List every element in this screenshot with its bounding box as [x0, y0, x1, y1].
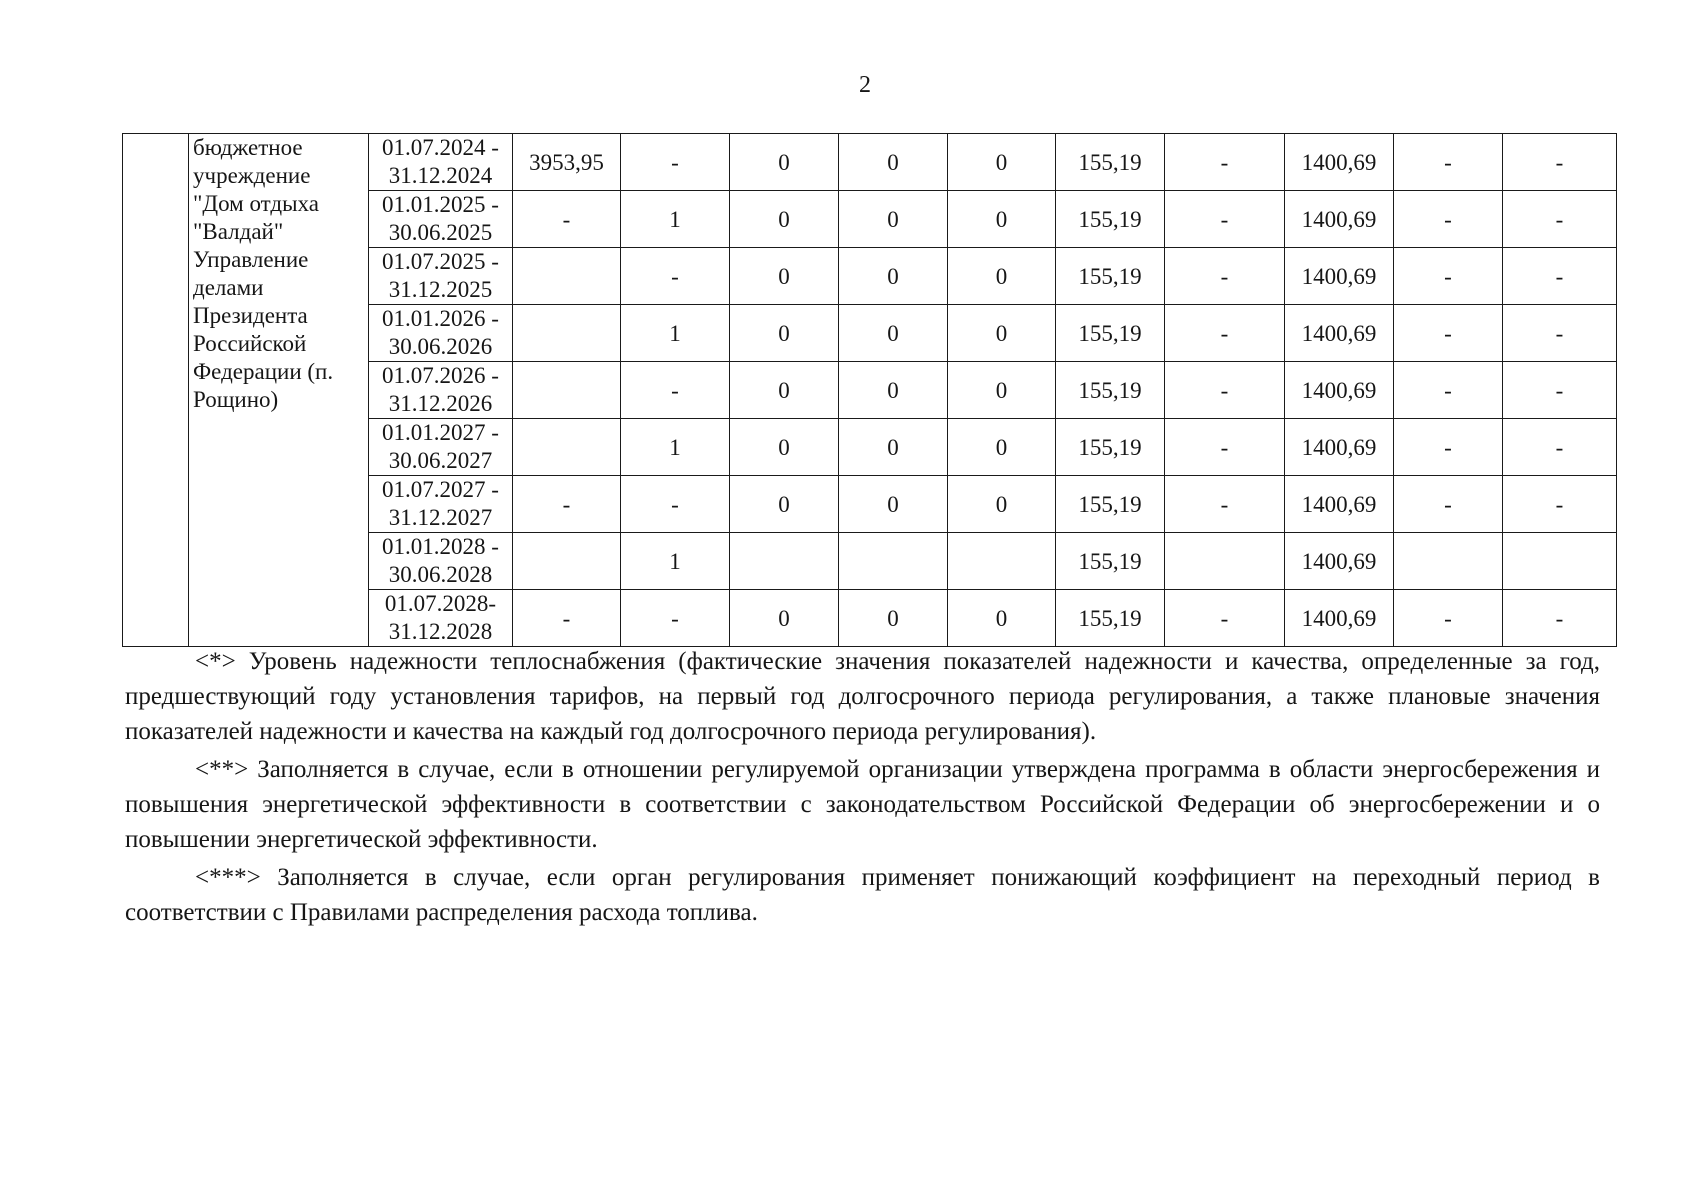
- period-start: 01.07.2027 -: [382, 477, 499, 502]
- value-cell: 155,19: [1056, 191, 1165, 248]
- value-cell: 1400,69: [1285, 533, 1394, 590]
- value-cell: [730, 533, 839, 590]
- value-cell: -: [1394, 362, 1503, 419]
- value-cell: -: [621, 134, 730, 191]
- value-cell: 0: [839, 362, 948, 419]
- value-cell: -: [1394, 305, 1503, 362]
- value-cell: -: [513, 590, 621, 647]
- value-cell: 0: [730, 134, 839, 191]
- tariff-table: [122, 133, 1617, 647]
- value-cell: -: [1503, 305, 1617, 362]
- period-end: 30.06.2027: [388, 448, 493, 473]
- period-end: 31.12.2026: [388, 391, 493, 416]
- value-cell: [513, 362, 621, 419]
- value-cell: -: [621, 248, 730, 305]
- row-number-cell: [123, 134, 189, 647]
- period-end: 30.06.2028: [388, 562, 493, 587]
- value-cell: -: [1503, 191, 1617, 248]
- value-cell: [839, 533, 948, 590]
- value-cell: -: [1165, 476, 1285, 533]
- value-cell: 155,19: [1056, 590, 1165, 647]
- value-cell: [1394, 533, 1503, 590]
- value-cell: 1400,69: [1285, 476, 1394, 533]
- value-cell: 0: [948, 419, 1056, 476]
- footnote-2: <**> Заполняется в случае, если в отношении регулируемой организации утверждена программа в области энергосбережения и повышения энергетической эффективности в соответствии с законодательством Российской Федерации об энергосбережении и о повышении энергетической эффективности.: [125, 756, 1600, 853]
- period-end: 30.06.2026: [388, 334, 493, 359]
- footnote-1: <*> Уровень надежности теплоснабжения (фактические значения показателей надежности и качества, определенные за год, предшествующий году установления тарифов, на первый год долгосрочного периода регулирования, а также плановые значения показателей надежности и качества на каждый год долгосрочного периода регулирования).: [125, 648, 1600, 745]
- value-cell: 0: [839, 419, 948, 476]
- value-cell: 0: [839, 590, 948, 647]
- value-cell: 0: [948, 476, 1056, 533]
- period-cell: [369, 248, 513, 305]
- period-cell: [369, 305, 513, 362]
- period-start: 01.07.2028-: [384, 591, 497, 616]
- value-cell: 0: [948, 305, 1056, 362]
- value-cell: -: [1165, 305, 1285, 362]
- value-cell: 155,19: [1056, 476, 1165, 533]
- value-cell: 155,19: [1056, 305, 1165, 362]
- value-cell: 0: [730, 476, 839, 533]
- period-cell: [369, 533, 513, 590]
- value-cell: -: [513, 191, 621, 248]
- value-cell: 155,19: [1056, 533, 1165, 590]
- value-cell: 1400,69: [1285, 362, 1394, 419]
- value-cell: [1165, 533, 1285, 590]
- value-cell: 155,19: [1056, 419, 1165, 476]
- period-cell: [369, 362, 513, 419]
- period-start: 01.07.2024 -: [382, 135, 499, 160]
- value-cell: 1: [621, 419, 730, 476]
- period-start: 01.01.2025 -: [382, 192, 499, 217]
- value-cell: 1400,69: [1285, 248, 1394, 305]
- value-cell: 0: [839, 191, 948, 248]
- value-cell: -: [1503, 248, 1617, 305]
- period-end: 31.12.2028: [388, 619, 493, 644]
- value-cell: -: [1503, 134, 1617, 191]
- value-cell: 0: [839, 476, 948, 533]
- value-cell: 0: [730, 305, 839, 362]
- value-cell: 1: [621, 533, 730, 590]
- value-cell: -: [1165, 590, 1285, 647]
- table-body: [123, 134, 1617, 647]
- value-cell: -: [1165, 134, 1285, 191]
- value-cell: -: [1394, 590, 1503, 647]
- value-cell: -: [1165, 248, 1285, 305]
- value-cell: 155,19: [1056, 134, 1165, 191]
- value-cell: 0: [730, 590, 839, 647]
- value-cell: [513, 305, 621, 362]
- value-cell: 1400,69: [1285, 305, 1394, 362]
- value-cell: 1: [621, 191, 730, 248]
- value-cell: -: [1165, 419, 1285, 476]
- period-end: 31.12.2027: [388, 505, 493, 530]
- page-number: 2: [859, 72, 871, 98]
- value-cell: 1400,69: [1285, 419, 1394, 476]
- value-cell: 155,19: [1056, 362, 1165, 419]
- value-cell: 0: [730, 248, 839, 305]
- value-cell: 1400,69: [1285, 191, 1394, 248]
- value-cell: -: [1394, 419, 1503, 476]
- value-cell: -: [1394, 191, 1503, 248]
- value-cell: 0: [948, 134, 1056, 191]
- value-cell: 0: [948, 191, 1056, 248]
- period-cell: [369, 134, 513, 191]
- period-start: 01.01.2026 -: [382, 306, 499, 331]
- footnote-3: <***> Заполняется в случае, если орган регулирования применяет понижающий коэффициент на переходный период в соответствии с Правилами распределения расхода топлива.: [125, 864, 1600, 926]
- value-cell: [948, 533, 1056, 590]
- value-cell: 1400,69: [1285, 134, 1394, 191]
- value-cell: 0: [948, 590, 1056, 647]
- value-cell: -: [621, 590, 730, 647]
- value-cell: 0: [839, 248, 948, 305]
- value-cell: -: [1394, 248, 1503, 305]
- value-cell: -: [1503, 590, 1617, 647]
- period-end: 31.12.2024: [388, 163, 493, 188]
- value-cell: 0: [948, 248, 1056, 305]
- value-cell: 3953,95: [513, 134, 621, 191]
- value-cell: -: [1503, 476, 1617, 533]
- value-cell: 0: [730, 419, 839, 476]
- value-cell: 0: [839, 134, 948, 191]
- value-cell: 155,19: [1056, 248, 1165, 305]
- value-cell: [513, 248, 621, 305]
- organization-cell: бюджетное учреждение "Дом отдыха "Валдай" Управление делами Президента Российской Федерации (п. Рощино): [189, 134, 369, 647]
- period-start: 01.07.2025 -: [382, 249, 499, 274]
- footnotes: [125, 644, 1600, 933]
- value-cell: 1400,69: [1285, 590, 1394, 647]
- period-start: 01.07.2026 -: [382, 363, 499, 388]
- value-cell: [513, 533, 621, 590]
- period-end: 31.12.2025: [388, 277, 493, 302]
- period-cell: [369, 476, 513, 533]
- value-cell: 0: [839, 305, 948, 362]
- value-cell: -: [1394, 476, 1503, 533]
- period-start: 01.01.2028 -: [382, 534, 499, 559]
- value-cell: 0: [730, 191, 839, 248]
- value-cell: [1503, 533, 1617, 590]
- period-cell: [369, 419, 513, 476]
- value-cell: -: [1503, 419, 1617, 476]
- value-cell: -: [1503, 362, 1617, 419]
- value-cell: -: [1165, 362, 1285, 419]
- value-cell: -: [1165, 191, 1285, 248]
- value-cell: -: [621, 476, 730, 533]
- value-cell: -: [621, 362, 730, 419]
- value-cell: 0: [730, 362, 839, 419]
- period-start: 01.01.2027 -: [382, 420, 499, 445]
- value-cell: 1: [621, 305, 730, 362]
- value-cell: -: [1394, 134, 1503, 191]
- value-cell: 0: [948, 362, 1056, 419]
- value-cell: -: [513, 476, 621, 533]
- period-cell: [369, 191, 513, 248]
- table-row: [123, 134, 1617, 191]
- value-cell: [513, 419, 621, 476]
- period-end: 30.06.2025: [388, 220, 493, 245]
- period-cell: [369, 590, 513, 647]
